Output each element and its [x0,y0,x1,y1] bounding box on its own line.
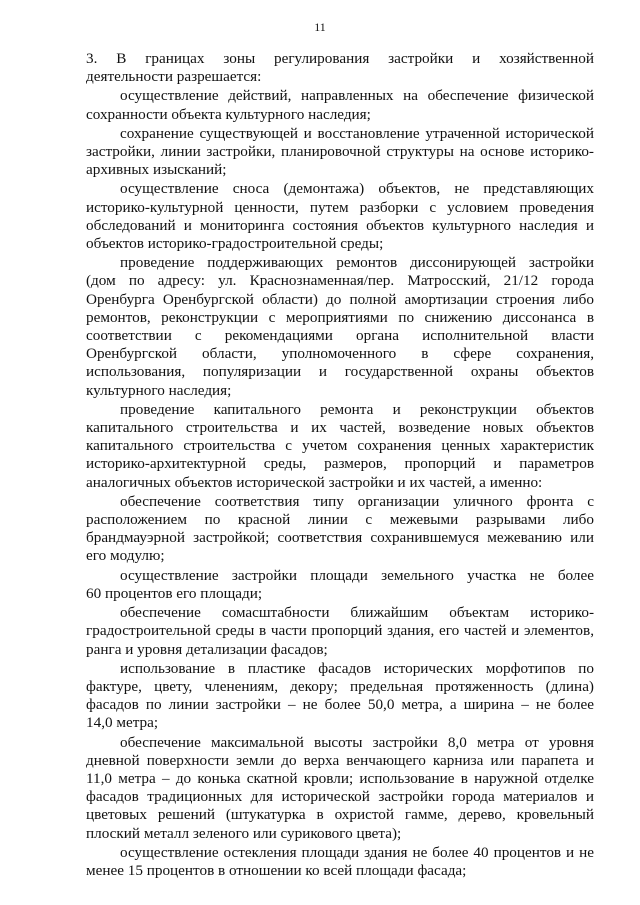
text-line: использование в пластике фасадов исторических морфотипов по [120,659,594,677]
text-line: 3. В границах зоны регулирования застройки и хозяйственной [86,50,594,67]
text-line: сохранности объекта культурного наследия; [86,105,371,123]
text-line: ремонтов, реконструкции с мероприятиями по снижению диссонанса в [86,308,594,326]
text-line: плоский металл зеленого или сурикового цвета); [86,824,402,842]
text-line: осуществление застройки площади земельного участка не более [120,566,594,584]
text-line: градостроительной среды в части пропорций здания, его частей и элементов, [86,622,594,640]
text-line: обследований и мониторинга состояния объектов культурного наследия и [86,216,594,234]
text-line: обеспечение соответствия типу организации уличного фронта с [120,492,594,510]
text-line: осуществление сноса (демонтажа) объектов, не представляющих [120,180,594,198]
text-line: его модулю; [86,547,165,565]
paragraph-facade-plastic [86,660,594,733]
text-line: историко-культурной ценности, путем разборки с условием проведения [86,198,594,216]
paragraph-capital-repair [86,401,594,492]
text-line: обеспечение сомасштабности ближайшим объектам историко- [120,604,594,622]
paragraph-street-front [86,493,594,566]
document-body [86,50,594,880]
paragraph-max-height [86,734,594,843]
text-line: проведение поддерживающих ремонтов диссонирующей застройки [120,254,594,272]
paragraph-physical-preservation [86,87,594,123]
text-line: архивных изысканий; [86,161,227,179]
paragraph-glazing [86,844,594,880]
text-line: ранга и уровня детализации фасадов; [86,640,328,658]
text-line: застройки, линии застройки, планировочной структуры на основе историко- [86,143,594,161]
text-line: осуществление остекления площади здания не более 40 процентов и не [120,843,594,861]
text-line: сохранение существующей и восстановление утраченной исторической [120,124,594,142]
text-line: менее 15 процентов в отношении ко всей площади фасада; [86,861,467,879]
text-line: брандмауэрной застройкой; соответствия сохранившемуся межеванию или [86,529,594,547]
text-line: осуществление действий, направленных на обеспечение физической [120,87,594,105]
text-line: Оренбурга Оренбургской области) до полной амортизации строения либо [86,290,594,308]
text-line: фасадов по линии застройки – не более 50,0 метра, а ширина – не более [86,696,594,714]
text-line: объектов историко-градостроительной среды; [86,235,384,253]
text-line: 14,0 метра; [86,714,159,732]
text-line: расположением по красной линии с межевыми разрывами либо [86,511,594,529]
text-line: соответствии с рекомендациями органа исполнительной власти [86,327,594,345]
paragraph-restoration [86,125,594,180]
paragraph-land-coverage [86,567,594,603]
text-line: использования, популяризации и государственной охраны объектов [86,363,594,381]
text-line: капитального строительства с учетом сохранения ценных характеристик [86,437,594,455]
text-line: аналогичных объектов исторической застройки и их частей, а именно: [86,473,543,491]
text-line: (дом по адресу: ул. Краснознаменная/пер. Матросский, 21/12 города [86,272,594,290]
paragraph-demolition [86,180,594,253]
paragraph-scale [86,604,594,659]
text-line: деятельности разрешается: [86,68,262,86]
text-line: обеспечение максимальной высоты застройки 8,0 метра от уровня [120,733,594,751]
text-line: дневной поверхности земли до верха венчающего карниза или парапета и [86,751,594,769]
text-line: историко-архитектурной среды, размеров, пропорций и параметров [86,455,594,473]
text-line: проведение капитального ремонта и реконструкции объектов [120,400,594,418]
text-line: культурного наследия; [86,381,232,399]
text-line: капитального строительства и их частей, возведение новых объектов [86,419,594,437]
text-line: 60 процентов его площади; [86,584,263,602]
paragraph-maintenance-repairs [86,254,594,400]
paragraph-zone-intro [86,50,594,86]
page-number: 11 [314,20,326,34]
text-line: фасадов традиционных для исторической застройки города материалов и [86,788,594,806]
text-line: фактуре, цвету, членениям, декору; предельная протяженность (длина) [86,677,594,695]
text-line: 11,0 метра – до конька скатной кровли; использование в наружной отделке [86,769,594,787]
text-line: Оренбургской области, уполномоченного в сфере сохранения, [86,345,594,363]
text-line: цветовых решений (штукатурка в охристой гамме, дерево, кровельный [86,806,594,824]
